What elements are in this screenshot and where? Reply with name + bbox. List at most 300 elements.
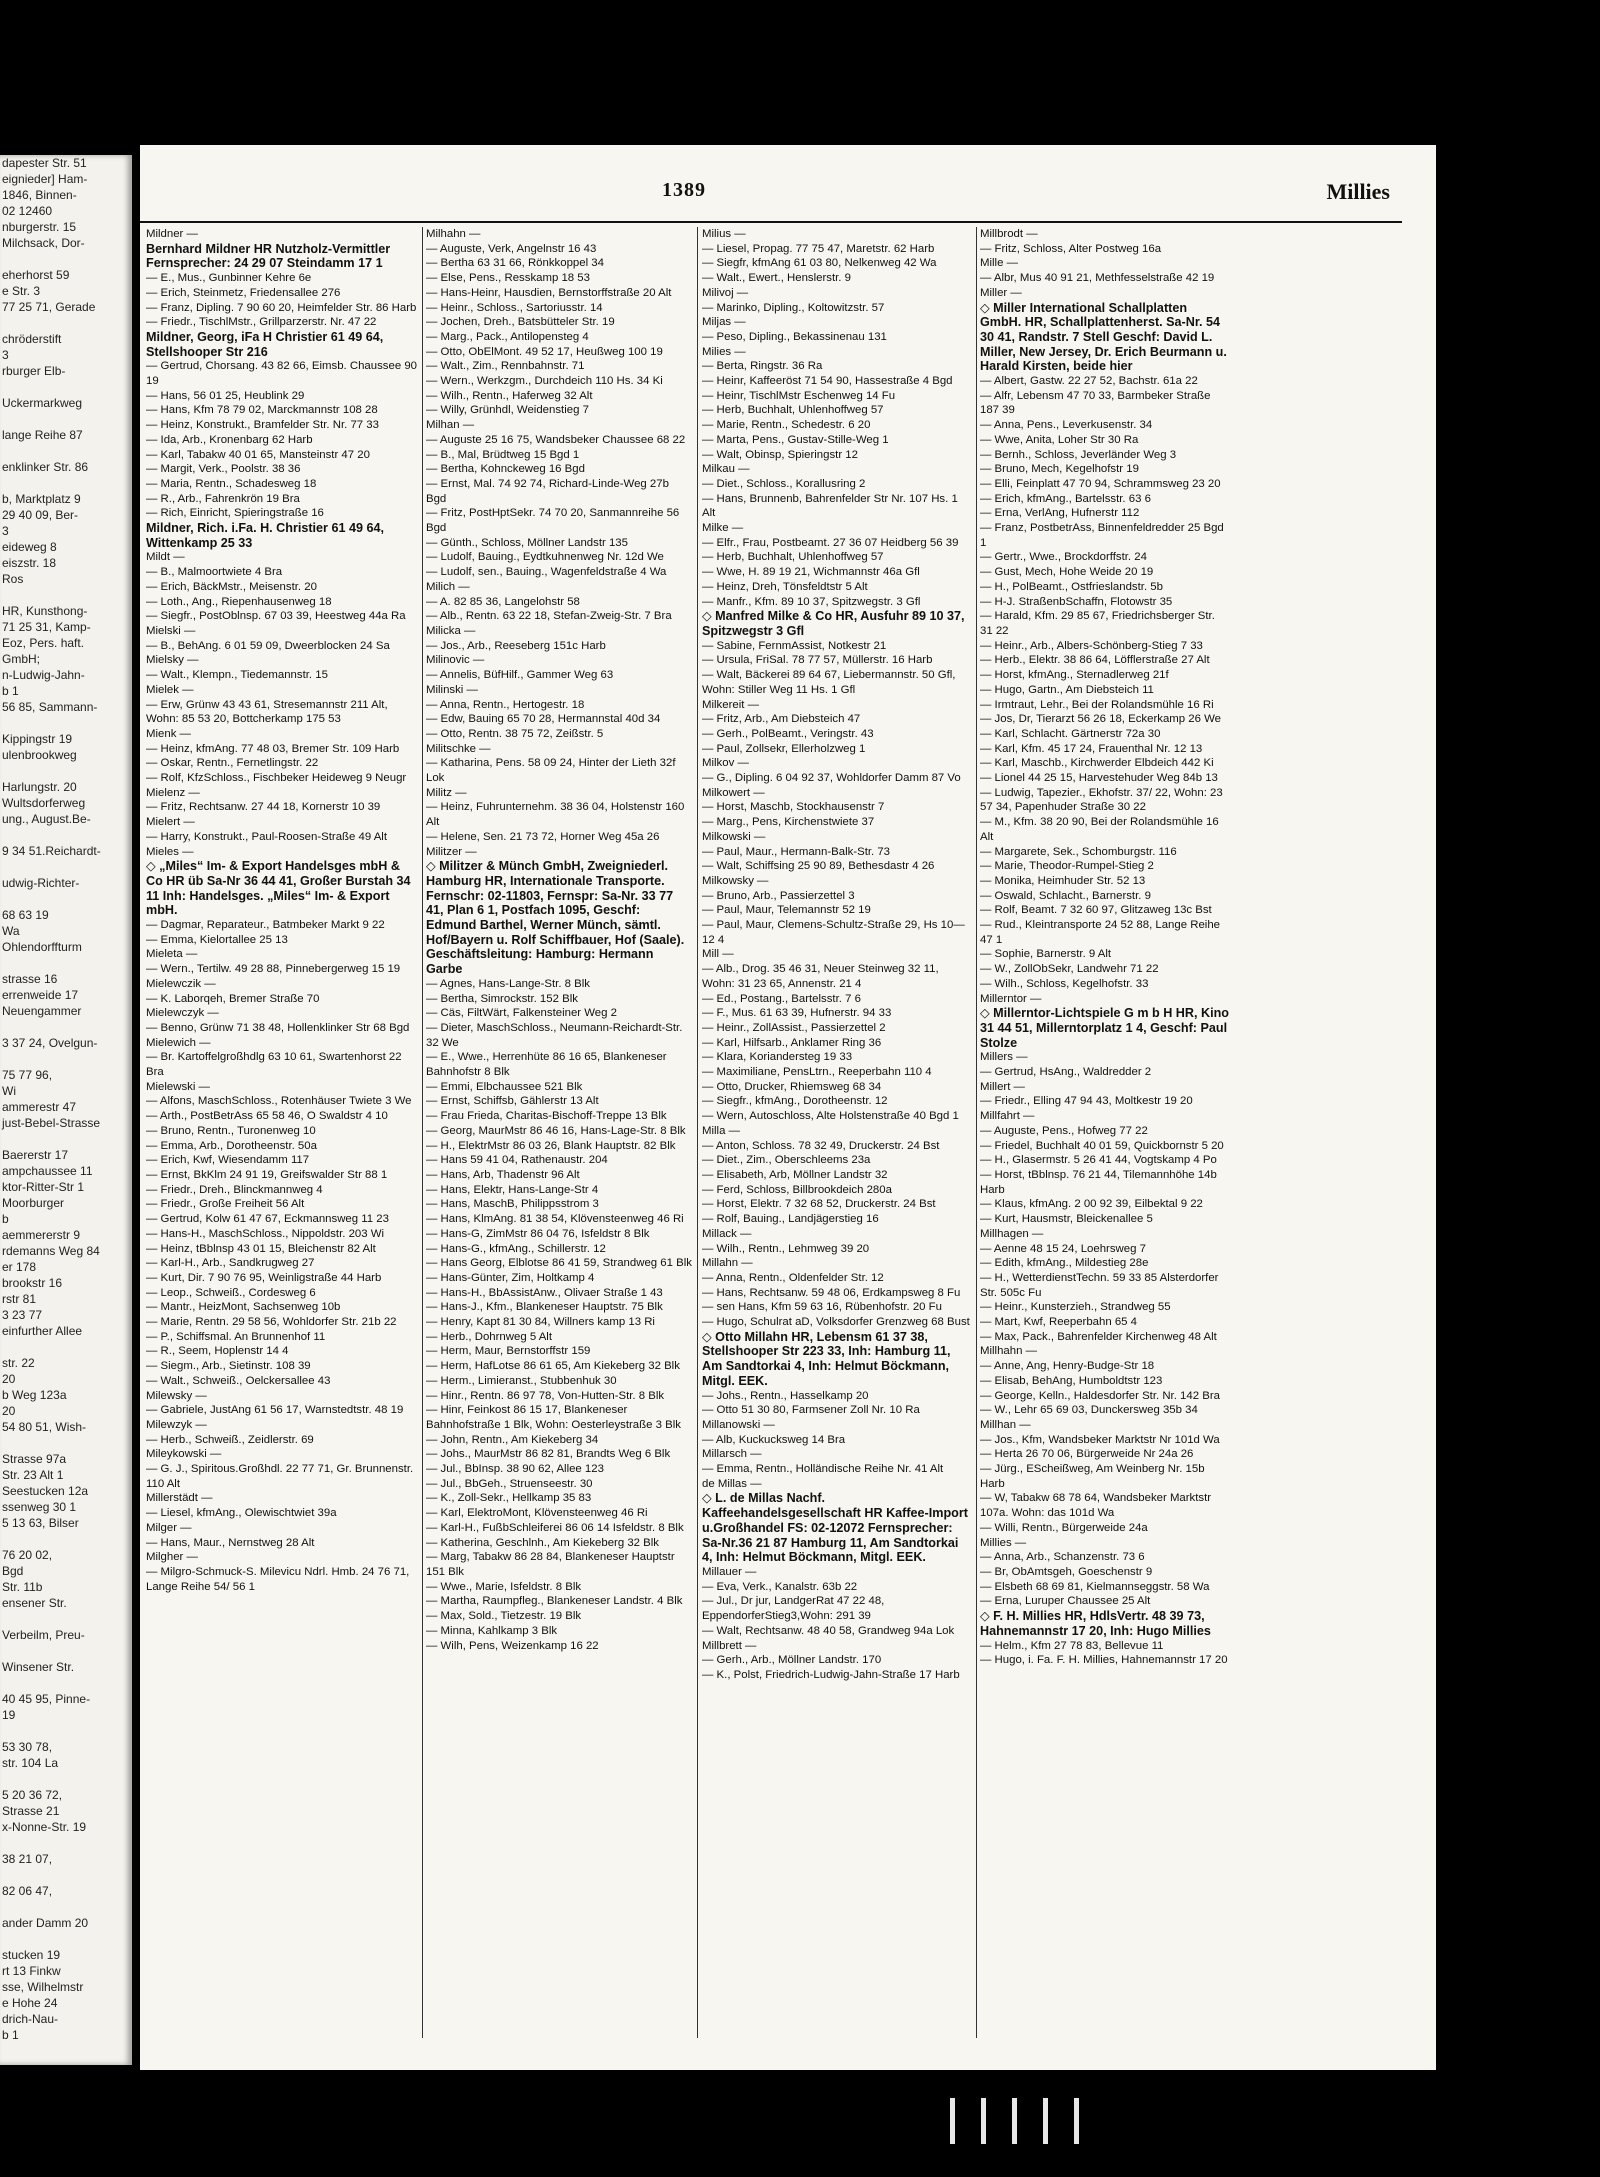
directory-entry: Milke — (702, 522, 744, 535)
directory-entry: — Margit, Verk., Poolstr. 38 36 (146, 463, 301, 476)
directory-entry: — Oskar, Rentn., Fernetlingstr. 22 (146, 757, 319, 770)
directory-entry: — Gertrud, Kolw 61 47 67, Eckmannsweg 11 23 (146, 1213, 389, 1226)
adjacent-page-line: sse, Wilhelmstr (2, 1980, 84, 1994)
directory-entry: — R., Arb., Fahrenkrön 19 Bra (146, 492, 300, 505)
adjacent-page-line: drich-Nau- (2, 2012, 59, 2026)
directory-entry: — Otto, Drucker, Rhiemsweg 68 34 (702, 1080, 882, 1093)
adjacent-page-line: b, Marktplatz 9 (2, 492, 81, 506)
adjacent-page-line: er 178 (2, 1260, 37, 1274)
adjacent-page-line: str. 104 La (2, 1756, 59, 1770)
directory-entry: — Marg, Tabakw 86 28 84, Blankeneser Hauptstr 151 Blk (426, 1551, 675, 1578)
directory-entry: — Bertha, Simrockstr. 152 Blk (426, 992, 578, 1005)
directory-entry: — Albert, Gastw. 22 27 52, Bachstr. 61a 22 (980, 375, 1198, 388)
directory-entry: — Emma, Kielortallee 25 13 (146, 933, 288, 946)
adjacent-page-line: brookstr 16 (2, 1276, 63, 1290)
directory-entry: — Siegfr., PostOblnsp. 67 03 39, Heestweg 44a Ra (146, 610, 406, 623)
directory-entry: — Paul, Zollsekr, Ellerholzweg 1 (702, 742, 866, 755)
directory-entry: — B., Malmoortwiete 4 Bra (146, 566, 283, 579)
directory-entry: — Else, Pens., Resskamp 18 53 (426, 272, 590, 285)
directory-entry: — W, Tabakw 68 78 64, Wandsbeker Marktstr 107a. Wohn: das 101d Wa (980, 1492, 1212, 1520)
directory-entry: — Karl, Hilfsarb., Anklamer Ring 36 (702, 1036, 882, 1049)
adjacent-page-line (0, 1771, 132, 1787)
directory-entry: — Katharina, Pens. 58 09 24, Hinter der Lieth 32f Lok (426, 757, 676, 785)
directory-entry: — Hans, Brunnenb, Bahrenfelder Str Nr. 107 Hs. 1 Alt (702, 492, 958, 520)
directory-entry: ◇ F. H. Millies HR, HdlsVertr. 48 39 73, Hahnemannstr 17 20, Inh: Hugo Millies (980, 1609, 1211, 1638)
adjacent-page-line: 40 45 95, Pinne- (2, 1692, 91, 1706)
column-divider (422, 227, 423, 2038)
adjacent-page-line: 3 37 24, Ovelgun- (2, 1036, 98, 1050)
adjacent-page-line (0, 1835, 132, 1851)
directory-entry: — Sophie, Barnerstr. 9 Alt (980, 948, 1112, 961)
directory-entry: — Hugo, i. Fa. F. H. Millies, Hahnemannstr 17 20 (980, 1654, 1228, 1667)
directory-entry: — Rich, Einricht, Spieringstraße 16 (146, 507, 324, 520)
adjacent-page-line: nburgerstr. 15 (2, 220, 77, 234)
directory-entry: — Karl-H., Arb., Sandkrugweg 27 (146, 1257, 315, 1270)
adjacent-page-line: e Hohe 24 (2, 1996, 58, 2010)
directory-entry: — Siegfr, kfmAng 61 03 80, Nelkenweg 42 Wa (702, 257, 937, 270)
adjacent-page-line (0, 1899, 132, 1915)
directory-entry: Mileykowski — (146, 1448, 222, 1461)
adjacent-page-line: 68 63 19 (2, 908, 49, 922)
directory-entry: Mieleta — (146, 948, 198, 961)
directory-entry: — Hans, KlmAng. 81 38 54, Klövensteenweg 46 Ri (426, 1213, 684, 1226)
adjacent-page-line: Moorburger (2, 1196, 65, 1210)
directory-entry: Mielewczik — (146, 977, 216, 990)
directory-entry: — Walt., Zim., Rennbahnstr. 71 (426, 360, 585, 373)
directory-entry: — Dieter, MaschSchloss., Neumann-Reichardt-Str. 32 We (426, 1021, 683, 1049)
running-head: Millies (1326, 179, 1390, 204)
column-divider (697, 227, 698, 2038)
directory-entry: — Hans 59 41 04, Rathenaustr. 204 (426, 1154, 608, 1167)
directory-entry: — Alb, Kuckucksweg 14 Bra (702, 1433, 846, 1446)
adjacent-page-line: ung., August.Be- (2, 812, 91, 826)
directory-entry: — Hans, Arb, Thadenstr 96 Alt (426, 1169, 580, 1181)
directory-entry: — Hans, Elektr, Hans-Lange-Str 4 (426, 1183, 599, 1196)
adjacent-page-line: errenweide 17 (2, 988, 79, 1002)
directory-entry: — Marie, Theodor-Rumpel-Stieg 2 (980, 860, 1154, 873)
directory-entry: — Jochen, Dreh., Batsbütteler Str. 19 (426, 316, 615, 329)
directory-entry: Mildner, Georg, iFa H Christier 61 49 64, Stellshooper Str 216 (146, 329, 384, 359)
directory-entry: — Arth., PostBetrAss 65 58 46, O Swaldstr 4 10 (146, 1110, 388, 1123)
directory-entry: — Wwe., Marie, Isfeldstr. 8 Blk (426, 1580, 582, 1593)
directory-entry: — Irmtraut, Lehr., Bei der Rolandsmühle 16 Ri (980, 698, 1214, 711)
directory-entry: — Wilh, Pens, Weizenkamp 16 22 (426, 1639, 599, 1652)
directory-entry: — Wern, Autoschloss, Alte Holstenstraße 40 Bgd 1 (702, 1110, 959, 1123)
directory-entry: Mielewczyk — (146, 1007, 219, 1020)
directory-entry: — Herb., Elektr. 38 86 64, Löfflerstraße 27 Alt (980, 654, 1210, 667)
directory-entry: Milewzyk — (146, 1418, 207, 1431)
directory-entry: — Kurt, Hausmstr, Bleickenallee 5 (980, 1213, 1153, 1226)
scanner-mark (1012, 2098, 1017, 2144)
directory-entry: — Erna, VerlAng, Hufnerstr 112 (980, 507, 1140, 520)
directory-entry: Mielsky — (146, 654, 199, 667)
adjacent-page-line (0, 891, 132, 907)
column-1 (146, 227, 418, 2038)
directory-entry: Mielenz — (146, 786, 200, 799)
directory-entry: — Edith, kfmAng., Mildestieg 28e (980, 1257, 1149, 1270)
directory-entry: Milich — (426, 580, 470, 593)
adjacent-page-line: Bgd (2, 1564, 24, 1578)
adjacent-page-line: Baererstr 17 (2, 1148, 69, 1162)
adjacent-page-line: just-Bebel-Strasse (2, 1116, 101, 1130)
directory-entry: — Rolf, Bauing., Landjägerstieg 16 (702, 1213, 879, 1226)
directory-entry: — Lionel 44 25 15, Harvestehuder Weg 84b 13 (980, 772, 1218, 785)
directory-entry: — Oswald, Schlacht., Barnerstr. 9 (980, 889, 1151, 902)
directory-entry: — Monika, Heimhuder Str. 52 13 (980, 874, 1146, 887)
directory-entry: — Kurt, Dir. 7 90 76 95, Weinligstraße 44 Harb (146, 1271, 382, 1284)
directory-entry: — Ferd, Schloss, Billbrookdeich 280a (702, 1183, 892, 1196)
directory-entry: — Horst, Elektr. 7 32 68 52, Druckerstr. 24 Bst (702, 1198, 936, 1211)
directory-entry: — Otto, Rentn. 38 75 72, Zeißstr. 5 (426, 727, 604, 740)
directory-entry: Millauer — (702, 1565, 757, 1578)
adjacent-page-line (0, 443, 132, 459)
directory-entry: — Ludwig, Tapezier., Ekhofstr. 37/ 22, Wohn: 23 57 34, Papenhuder Straße 30 22 (980, 786, 1223, 814)
directory-entry: — H., PolBeamt., Ostfrieslandstr. 5b (980, 580, 1163, 593)
adjacent-page-line (0, 1339, 132, 1355)
directory-entry: — Paul, Maur., Hermann-Balk-Str. 73 (702, 845, 891, 858)
directory-entry: — Erich, Kwf, Wiesendamm 117 (146, 1154, 310, 1167)
directory-entry: — Max, Pack., Bahrenfelder Kirchenweg 48 Alt (980, 1330, 1217, 1343)
adjacent-page-line (0, 1051, 132, 1067)
directory-entry: — Jul., Dr jur, LandgerRat 47 22 48, EppendorferStieg3,Wohn: 291 39 (702, 1595, 885, 1623)
directory-entry: — Bruno, Mech, Kegelhofstr 19 (980, 463, 1139, 476)
directory-entry: — Bruno, Rentn., Turonenweg 10 (146, 1124, 316, 1137)
directory-entry: — Siegm., Arb., Sietinstr. 108 39 (146, 1360, 311, 1373)
adjacent-page-line: lange Reihe 87 (2, 428, 83, 442)
adjacent-page-line: n-Ludwig-Jahn- (2, 668, 85, 682)
directory-entry: — Leop., Schweiß., Cordesweg 6 (146, 1286, 316, 1299)
directory-entry: — Wern., Tertilw. 49 28 88, Pinnebergerweg 15 19 (146, 963, 401, 976)
directory-entry: ◇ Millerntor-Lichtspiele G m b H HR, Kino 31 44 51, Millerntorplatz 1 4, Geschf: Paul Stolze (980, 1006, 1229, 1050)
directory-entry: — Heinz, Konstrukt., Bramfelder Str. Nr. 77 33 (146, 419, 379, 432)
directory-entry: — Herb, Buchhalt, Uhlenhoffweg 57 (702, 404, 884, 417)
directory-entry: Millbrodt — (980, 228, 1038, 240)
directory-entry: — Auguste, Pens., Hofweg 77 22 (980, 1124, 1148, 1137)
column-2 (426, 227, 692, 2038)
directory-entry: — Franz, PostbetrAss, Binnenfeldredder 25 Bgd 1 (980, 522, 1224, 549)
directory-entry: — Horst, kfmAng., Sternadlerweg 21f (980, 669, 1169, 682)
directory-entry: — Peso, Dipling., Bekassinenau 131 (702, 330, 887, 343)
directory-entry: — Marie, Rentn. 29 58 56, Wohldorfer Str. 21b 22 (146, 1316, 397, 1329)
directory-entry: — Helene, Sen. 21 73 72, Horner Weg 45a 26 (426, 830, 660, 843)
adjacent-page-line (0, 859, 132, 875)
directory-entry: — Wwe, H. 89 19 21, Wichmannstr 46a Gfl (702, 566, 920, 579)
adjacent-page-line: eherhorst 59 (2, 268, 70, 282)
directory-entry: — Franz, Dipling. 7 90 60 20, Heimfelder Str. 86 Harb (146, 301, 417, 314)
adjacent-page-line: 76 20 02, (2, 1548, 53, 1562)
directory-entry: — Milgro-Schmuck-S. Milevicu Ndrl. Hmb. 24 76 71, Lange Reihe 54/ 56 1 (146, 1565, 410, 1593)
directory-entry: Milkereit — (702, 698, 759, 711)
directory-entry: — B., Mal, Brüdtweg 15 Bgd 1 (426, 448, 580, 461)
scanner-mark (1043, 2098, 1048, 2144)
directory-entry: — Berta, Ringstr. 36 Ra (702, 360, 823, 373)
directory-entry: — Helm., Kfm 27 78 83, Bellevue 11 (980, 1639, 1164, 1652)
directory-entry: — Hans-Heinr, Hausdien, Bernstorffstraße 20 Alt (426, 286, 672, 299)
directory-entry: Mildt — (146, 551, 185, 564)
directory-entry: Mienk — (146, 727, 191, 740)
directory-entry: — Auguste, Verk, Angelnstr 16 43 (426, 242, 597, 255)
directory-entry: — Gertr., Wwe., Brockdorffstr. 24 (980, 551, 1147, 564)
directory-entry: — Liesel, Propag. 77 75 47, Maretstr. 62 Harb (702, 242, 935, 255)
adjacent-page-line: 3 (2, 348, 9, 362)
directory-entry: — Klara, Koriandersteg 19 33 (702, 1051, 853, 1064)
directory-entry: — Friedr., Elling 47 94 43, Moltkestr 19 20 (980, 1095, 1193, 1108)
directory-entry: — H., WetterdienstTechn. 59 33 85 Alsterdorfer Str. 505c Fu (980, 1271, 1219, 1299)
directory-entry: — Friedel, Buchhalt 40 01 59, Quickbornstr 5 20 (980, 1139, 1224, 1152)
directory-entry: — Hans-J., Kfm., Blankeneser Hauptstr. 75 Blk (426, 1301, 663, 1314)
directory-entry: — Heinr, Kaffeeröst 71 54 90, Hassestraße 4 Bgd (702, 375, 953, 388)
directory-entry: Mielewski — (146, 1080, 210, 1093)
adjacent-page-line: strasse 16 (2, 972, 58, 986)
directory-entry: — Rolf, Beamt. 7 32 60 97, Glitzaweg 13c Bst (980, 904, 1212, 917)
adjacent-page-line (0, 715, 132, 731)
directory-entry: — Fritz, Rechtsanw. 27 44 18, Kornerstr 10 39 (146, 801, 381, 814)
directory-entry: — Elisabeth, Arb, Möllner Landstr 32 (702, 1169, 888, 1181)
directory-entry: ◇ Miller International Schallplatten GmbH. HR, Schallplattenherst. Sa-Nr. 54 30 41, Randstr. 7 Stell Geschf: David L. Miller, New Jersey, Dr. Erich Beurmann u. Harald Kirsten, beide hier (980, 300, 1227, 374)
directory-entry: — Maria, Rentn., Schadesweg 18 (146, 477, 317, 490)
directory-entry: — Marg., Pack., Antilopensteg 4 (426, 330, 589, 343)
directory-entry: — Elisab, BehAng, Humboldtstr 123 (980, 1374, 1163, 1387)
adjacent-page-line: eignieder] Ham- (2, 172, 88, 186)
directory-entry: — Maximiliane, PensLtrn., Reeperbahn 110 4 (702, 1066, 932, 1079)
directory-entry: — Bruno, Arb., Passierzettel 3 (702, 889, 855, 902)
adjacent-page-line: b (2, 1212, 9, 1226)
directory-entry: — Klaus, kfmAng. 2 00 92 39, Eilbektal 9 22 (980, 1198, 1203, 1211)
column-3 (702, 227, 972, 2038)
directory-entry: — Marinko, Dipling., Koltowitzstr. 57 (702, 301, 885, 314)
adjacent-page-line: 5 20 36 72, (2, 1788, 63, 1802)
adjacent-page-line (0, 587, 132, 603)
directory-entry: — Henry, Kapt 81 30 84, Willners kamp 13 Ri (426, 1316, 655, 1329)
directory-entry: Millerstädt — (146, 1492, 213, 1505)
adjacent-page-line: 82 06 47, (2, 1884, 53, 1898)
directory-entry: — Walt., Ewert., Henslerstr. 9 (702, 272, 851, 285)
directory-entry: — Cäs, FiltWärt, Falkensteiner Weg 2 (426, 1007, 617, 1020)
directory-entry: — Horst, Maschb, Stockhausenstr 7 (702, 801, 885, 814)
adjacent-page-line: Strasse 21 (2, 1804, 60, 1818)
directory-entry: Mille — (980, 257, 1018, 270)
directory-entry: — Walt, Obinsp, Spieringstr 12 (702, 448, 858, 461)
directory-entry: — Hinr, Feinkost 86 15 17, Blankeneser Bahnhofstraße 1 Blk, Wohn: Oesterleystraße 3 Blk (426, 1404, 681, 1431)
directory-entry: Mill — (702, 948, 734, 961)
adjacent-page-line: Kippingstr 19 (2, 732, 73, 746)
scanner-mark (950, 2098, 955, 2144)
directory-entry: — Gust, Mech, Hohe Weide 20 19 (980, 566, 1154, 579)
directory-entry: — Horst, tBblnsp. 76 21 44, Tilemannhöhe 14b Harb (980, 1169, 1217, 1196)
directory-entry: — Jos., Kfm, Wandsbeker Marktstr Nr 101d Wa (980, 1433, 1220, 1446)
adjacent-page-line: 38 21 07, (2, 1852, 53, 1866)
directory-entry: ◇ „Miles“ Im- & Export Handelsges mbH & Co HR üb Sa-Nr 36 44 41, Großer Burstah 34 11 Inh: Handelsges. „Miles“ Im- & Export mbH. (146, 859, 411, 918)
directory-entry: Miller — (980, 286, 1022, 299)
directory-entry: Millbrett — (702, 1639, 757, 1652)
adjacent-page-line: rt 13 Finkw (2, 1964, 61, 1978)
directory-entry: — Walt, Schiffsing 25 90 89, Bethesdastr 4 26 (702, 860, 935, 873)
directory-entry: — Jürg., EScheißweg, Am Weinberg Nr. 15b Harb (980, 1463, 1205, 1490)
adjacent-page-line: ulenbrookweg (2, 748, 77, 762)
directory-entry: — Alfons, MaschSchloss., Rotenhäuser Twiete 3 We (146, 1095, 412, 1108)
adjacent-page-line: Uckermarkweg (2, 396, 83, 410)
directory-entry: — Herta 26 70 06, Bürgerweide Nr 24a 26 (980, 1448, 1194, 1461)
directory-entry: — G. J., Spiritous.Großhdl. 22 77 71, Gr. Brunnenstr. 110 Alt (146, 1463, 414, 1490)
adjacent-page-line: Seestucken 12a (2, 1484, 89, 1498)
directory-entry: — Hans-H., MaschSchloss., Nippoldstr. 203 Wi (146, 1227, 385, 1240)
directory-entry: — Emma, Rentn., Holländische Reihe Nr. 41 Alt (702, 1463, 944, 1476)
directory-entry: — Elli, Feinplatt 47 70 94, Schrammsweg 23 20 (980, 477, 1221, 490)
directory-entry: — Willy, Grünhdl, Weidenstieg 7 (426, 404, 589, 417)
directory-entry: — Rud., Kleintransporte 24 52 88, Lange Reihe 47 1 (980, 919, 1220, 946)
header-rule (140, 221, 1402, 223)
adjacent-page-line (0, 475, 132, 491)
adjacent-page-line: 54 80 51, Wish- (2, 1420, 87, 1434)
directory-entry: — Karl, Schlacht. Gärtnerstr 72a 30 (980, 727, 1161, 740)
adjacent-page-line: ander Damm 20 (2, 1916, 89, 1930)
adjacent-page-line: e Str. 3 (2, 284, 41, 298)
adjacent-page-line: Strasse 97a (2, 1452, 67, 1466)
adjacent-page-line: ssenweg 30 1 (2, 1500, 77, 1514)
directory-entry: — Wilh., Schloss, Kegelhofstr. 33 (980, 977, 1149, 990)
directory-entry: — Marie, Rentn., Schedestr. 6 20 (702, 419, 871, 432)
page-number: 1389 (662, 179, 706, 201)
directory-entry: — H., Glasermstr. 5 26 41 44, Vogtskamp 4 Po (980, 1154, 1217, 1167)
directory-entry: Millhagen — (980, 1227, 1044, 1240)
directory-entry: Millhahn — (980, 1345, 1037, 1358)
directory-entry: — Otto 51 30 80, Farmsener Zoll Nr. 10 Ra (702, 1404, 920, 1417)
directory-entry: — Friedr., TischlMstr., Grillparzerstr. Nr. 47 22 (146, 316, 377, 329)
adjacent-page-line: Verbeilm, Preu- (2, 1628, 85, 1642)
directory-entry: — Herm., Limieranst., Stubbenhuk 30 (426, 1374, 617, 1387)
directory-entry: — Willi, Rentn., Bürgerweide 24a (980, 1521, 1148, 1534)
adjacent-page-line: Eoz, Pers. haft. (2, 636, 85, 650)
adjacent-page-line: rdemanns Weg 84 (2, 1244, 100, 1258)
directory-entry: — Wilh., Rentn., Haferweg 32 Alt (426, 389, 593, 402)
directory-entry: Millert — (980, 1080, 1025, 1093)
adjacent-page-line: rstr 81 (2, 1292, 37, 1306)
directory-entry: — Alb., Drog. 35 46 31, Neuer Steinweg 32 11, Wohn: 31 23 65, Annenstr. 21 4 (702, 963, 939, 990)
directory-entry: — F., Mus. 61 63 39, Hufnerstr. 94 33 (702, 1007, 892, 1020)
adjacent-page-line (0, 251, 132, 267)
adjacent-page-line (0, 763, 132, 779)
adjacent-page-line: Wultsdorferweg (2, 796, 86, 810)
directory-entry: — E., Wwe., Herrenhüte 86 16 65, Blankeneser Bahnhofstr 8 Blk (426, 1051, 667, 1079)
directory-entry: Milkau — (702, 463, 750, 476)
directory-entry: de Millas — (702, 1477, 762, 1490)
adjacent-page-line: Neuengammer (2, 1004, 82, 1018)
directory-entry: — Karl-H., FußbSchleiferei 86 06 14 Isfeldstr. 8 Blk (426, 1521, 684, 1534)
directory-entry: — Wwe, Anita, Loher Str 30 Ra (980, 433, 1139, 446)
directory-entry: ◇ Otto Millahn HR, Lebensm 61 37 38, Stellshooper Str 223 33, Inh: Hamburg 11, Am Sandtorkai 4, Inh: Helmut Böckmann, Mitgl. EEK. (702, 1329, 951, 1388)
directory-entry: — Otto, ObElMont. 49 52 17, Heußweg 100 19 (426, 345, 663, 358)
directory-entry: — Heinz, tBblnsp 43 01 15, Bleichenstr 82 Alt (146, 1242, 376, 1255)
directory-entry: — Elfr., Frau, Postbeamt. 27 36 07 Heidberg 56 39 (702, 536, 959, 549)
adjacent-page-line: dapester Str. 51 (2, 156, 87, 170)
adjacent-page-line: Milchsack, Dor- (2, 236, 85, 250)
directory-entry: Milkowert — (702, 786, 765, 799)
directory-entry: Millhan — (980, 1418, 1031, 1431)
directory-entry: — Gerh., Arb., Möllner Landstr. 170 (702, 1654, 882, 1667)
adjacent-page-line (0, 827, 132, 843)
directory-entry: — Gertrud, Chorsang. 43 82 66, Eimsb. Chaussee 90 19 (146, 360, 417, 388)
directory-entry: — Hans-G., kfmAng., Schillerstr. 12 (426, 1242, 606, 1255)
adjacent-page-line: eiszstr. 18 (2, 556, 57, 570)
directory-entry: Millack — (702, 1227, 752, 1240)
directory-entry: — W., Lehr 65 69 03, Dunckersweg 35b 34 (980, 1404, 1198, 1417)
adjacent-page-line: udwig-Richter- (2, 876, 80, 890)
directory-entry: — Hans Georg, Elblotse 86 41 59, Strandweg 61 Blk (426, 1257, 692, 1270)
adjacent-page-line: 3 (2, 524, 9, 538)
directory-entry: — Walt, Bäckerei 89 64 67, Liebermannstr. 50 Gfl, Wohn: Stiller Weg 11 Hs. 1 Gfl (702, 669, 956, 696)
directory-entry: — Harry, Konstrukt., Paul-Roosen-Straße 49 Alt (146, 830, 387, 843)
directory-entry: — Br, ObAmtsgeh, Goeschenstr 9 (980, 1565, 1153, 1578)
directory-entry: Milius — (702, 228, 746, 240)
directory-entry: — Anna, Pens., Leverkusenstr. 34 (980, 419, 1153, 432)
directory-entry: — Erich, kfmAng., Bartelsstr. 63 6 (980, 492, 1151, 505)
directory-entry: — Heinz, kfmAng. 77 48 03, Bremer Str. 109 Harb (146, 742, 400, 755)
directory-entry: — Katherina, Geschlnh., Am Kiekeberg 32 Blk (426, 1536, 659, 1549)
directory-entry: — Hans, Maur., Nernstweg 28 Alt (146, 1536, 315, 1549)
directory-entry: — Aenne 48 15 24, Loehrsweg 7 (980, 1242, 1146, 1255)
directory-entry: Miljas — (702, 316, 746, 329)
directory-entry: — Diet., Zim., Oberschleems 23a (702, 1154, 871, 1167)
directory-entry: Milies — (702, 345, 746, 358)
directory-entry: — Hugo, Schulrat aD, Volksdorfer Grenzweg 68 Bust (702, 1316, 970, 1329)
directory-entry: — Hans-Günter, Zim, Holtkamp 4 (426, 1271, 595, 1284)
directory-entry: Milhahn — (426, 228, 481, 240)
adjacent-page-line: Wa (2, 924, 20, 938)
directory-entry: Milkov — (702, 757, 749, 770)
adjacent-page-line (0, 1931, 132, 1947)
adjacent-page-line: ktor-Ritter-Str 1 (2, 1180, 85, 1194)
adjacent-page-line: 5 13 63, Bilser (2, 1516, 79, 1530)
directory-entry: — Hans-H., BbAssistAnw., Olivaer Straße 1 43 (426, 1286, 663, 1299)
adjacent-page-line (0, 1531, 132, 1547)
directory-entry: ◇ Manfred Milke & Co HR, Ausfuhr 89 10 37, Spitzwegstr 3 Gfl (702, 609, 965, 638)
directory-entry: — Br. Kartoffelgroßhdlg 63 10 61, Swartenhorst 22 Bra (146, 1051, 402, 1079)
directory-entry: Mielski — (146, 624, 196, 637)
directory-entry: — H-J. StraßenbSchaffn, Flotowstr 35 (980, 595, 1173, 608)
adjacent-page-line: b 1 (2, 2028, 19, 2042)
directory-entry: Milivoj — (702, 286, 749, 299)
directory-entry: — Hans-G, ZimMstr 86 04 76, Isfeldstr 8 Blk (426, 1227, 650, 1240)
adjacent-page-line: rburger Elb- (2, 364, 66, 378)
directory-entry: — Albr, Mus 40 91 21, Methfesselstraße 42 19 (980, 272, 1215, 285)
directory-entry: — Karl, Tabakw 40 01 65, Mansteinstr 47 20 (146, 448, 370, 461)
directory-entry: — Hinr., Rentn. 86 97 78, Von-Hutten-Str. 8 Blk (426, 1389, 665, 1402)
directory-entry: — Walt, Rechtsanw. 48 40 58, Grandweg 94a Lok (702, 1624, 955, 1637)
directory-entry: — Ernst, Schiffsb, Gählerstr 13 Alt (426, 1095, 599, 1108)
directory-entry: — Karl, ElektroMont, Klövensteenweg 46 Ri (426, 1507, 648, 1520)
adjacent-page-line (0, 955, 132, 971)
directory-entry: — Marta, Pens., Gustav-Stille-Weg 1 (702, 433, 889, 446)
directory-entry: — Erna, Luruper Chaussee 25 Alt (980, 1595, 1151, 1608)
directory-entry: Mielert — (146, 816, 195, 829)
adjacent-page-line: ammerestr 47 (2, 1100, 77, 1114)
directory-entry: — Heinr, TischlMstr Eschenweg 14 Fu (702, 389, 896, 402)
directory-entry: — Bertha, Kohnckeweg 16 Bgd (426, 463, 585, 476)
directory-entry: — Eva, Verk., Kanalstr. 63b 22 (702, 1580, 858, 1593)
directory-entry: — Fritz, Arb., Am Diebsteich 47 (702, 713, 861, 726)
adjacent-page-line: 71 25 31, Kamp- (2, 620, 91, 634)
directory-entry: — Herb., Schweiß., Zeidlerstr. 69 (146, 1433, 314, 1446)
scanner-mark (1074, 2098, 1079, 2144)
directory-entry: Milinski — (426, 683, 478, 696)
directory-entry: — M., Kfm. 38 20 90, Bei der Rolandsmühle 16 Alt (980, 816, 1219, 843)
directory-entry: — Günth., Schloss, Möllner Landstr 135 (426, 536, 628, 549)
directory-entry: — Heinr., Kunsterzieh., Strandweg 55 (980, 1301, 1171, 1314)
directory-entry: Millfahrt — (980, 1110, 1035, 1123)
directory-entry: — P., Schiffsmal. An Brunnenhof 11 (146, 1330, 326, 1343)
adjacent-page-line: Str. 11b (2, 1580, 43, 1594)
directory-entry: — Rolf, KfzSchloss., Fischbeker Heideweg 9 Neugr (146, 772, 407, 785)
